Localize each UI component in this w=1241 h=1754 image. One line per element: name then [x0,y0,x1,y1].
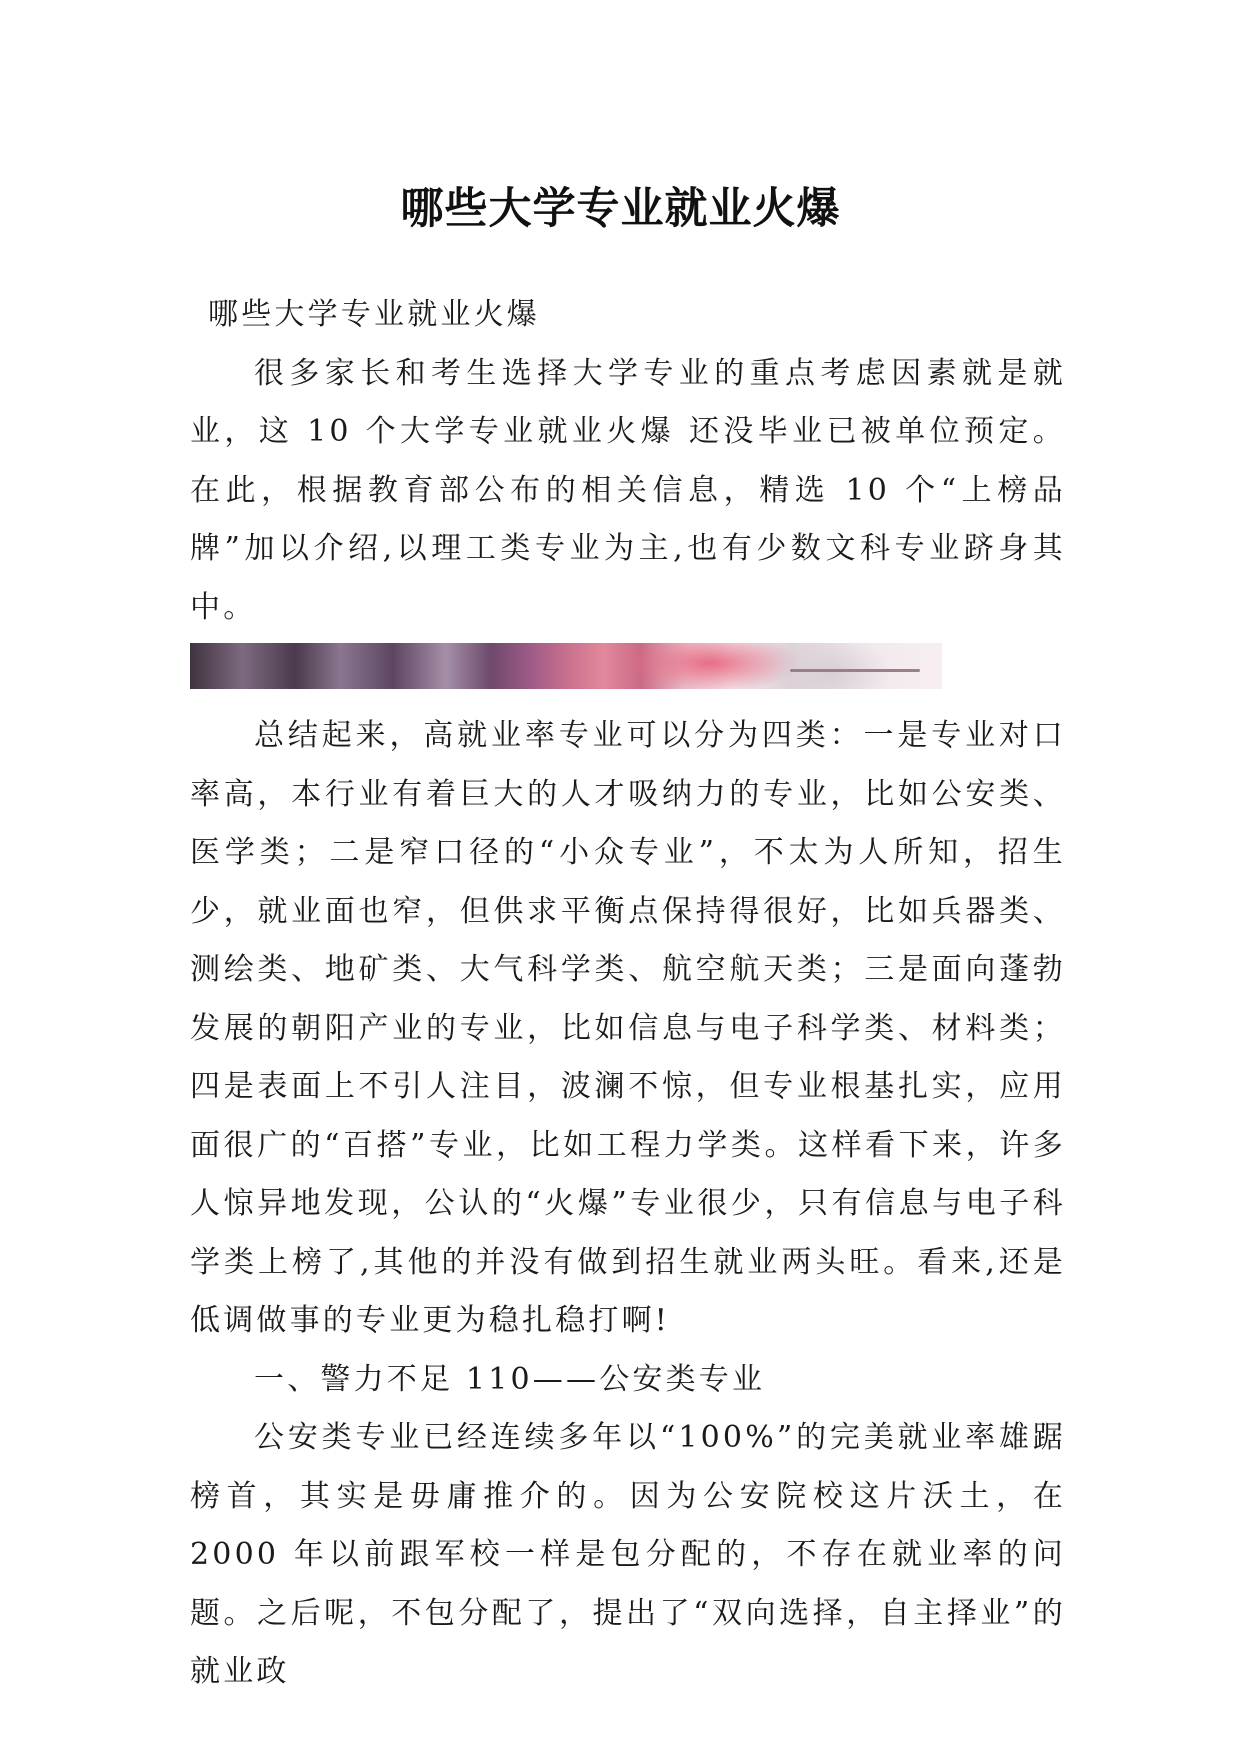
document-subtitle: 哪些大学专业就业火爆 [208,297,540,332]
police-paragraph: 公安类专业已经连续多年以“100%”的完美就业率雄踞榜首，其实是毋庸推介的。因为公安院校这片沃土，在 2000 年以前跟军校一样是包分配的，不存在就业率的问题。之后呢，不包分配了，提出了“双向选择，自主择业”的就业政 [190,1420,1066,1689]
section-heading-police: 一、警力不足 110——公安类专业 [254,1361,766,1397]
document-body [190,286,1066,1702]
intro-paragraph: 很多家长和考生选择大学专业的重点考虑因素就是就业，这 10 个大学专业就业火爆 还没毕业已被单位预定。在此，根据教育部公布的相关信息，精选 10 个“上榜品牌”加以介绍,以理工类专业为主,也有少数文科专业跻身其中。 [190,355,1066,625]
summary-paragraph: 总结起来，高就业率专业可以分为四类：一是专业对口率高，本行业有着巨大的人才吸纳力的专业，比如公安类、医学类；二是窄口径的“小众专业”，不太为人所知，招生少，就业面也窄，但供求平衡点保持得很好，比如兵器类、测绘类、地矿类、大气科学类、航空航天类；三是面向蓬勃发展的朝阳产业的专业，比如信息与电子科学类、材料类；四是表面上不引人注目，波澜不惊，但专业根基扎实，应用面很广的“百搭”专业，比如工程力学类。这样看下来，许多人惊异地发现，公认的“火爆”专业很少，只有信息与电子科学类上榜了,其他的并没有做到招生就业两头旺。看来,还是低调做事的专业更为稳扎稳打啊! [190,718,1066,1338]
document-title: 哪些大学专业就业火爆 [400,183,841,234]
cropped-photo-image [190,643,942,689]
photo-detail [790,669,920,672]
